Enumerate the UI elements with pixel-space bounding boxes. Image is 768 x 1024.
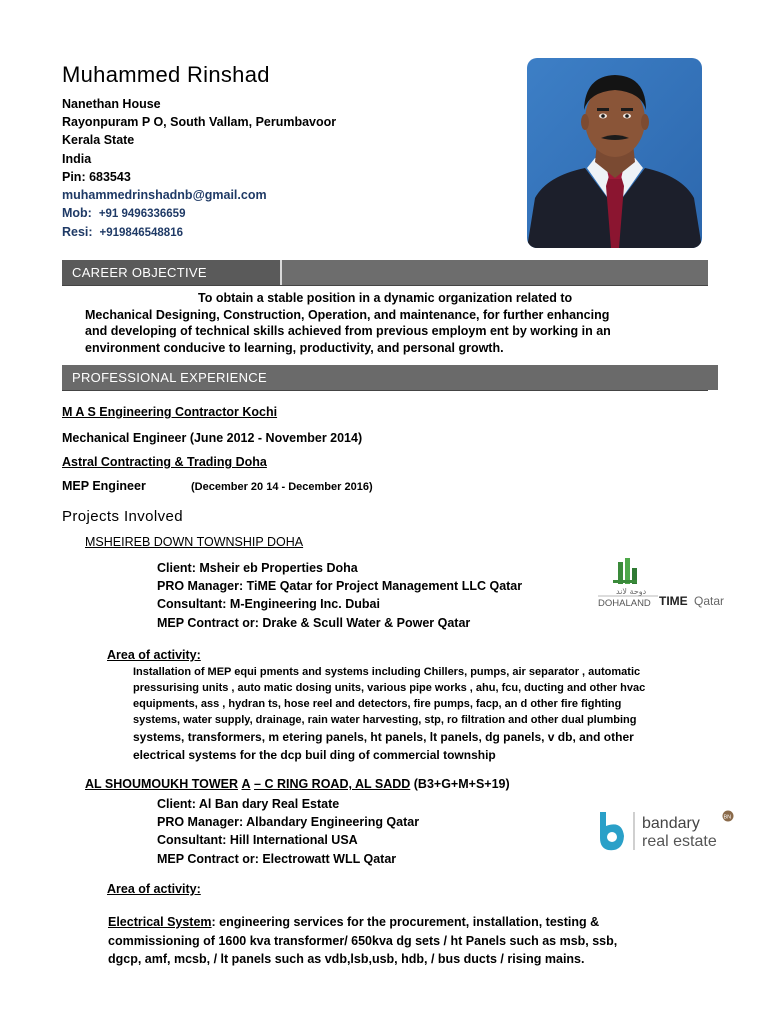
logo-bandary-text: bandary [642,815,700,832]
job-role: MEP Engineer [62,479,146,493]
project-consultant: Consultant: Hill International USA [157,833,358,848]
projects-heading: Projects Involved [62,508,184,525]
bandary-real-estate-logo [596,806,744,854]
electrical-line [108,913,668,932]
project-mep-contractor: MEP Contract or: Electrowatt WLL Qatar [157,851,397,866]
company-name: Astral Contracting & Trading Doha [62,455,267,469]
address-line: India [62,151,92,166]
activity-line: electrical systems for the dcp buil ding of commercial township [133,748,496,762]
mobile-value: +91 9496336659 [98,208,186,221]
logo-qatar-text: Qatar [694,594,725,608]
electrical-line: commissioning of 1600 kva transformer/ 650kva dg sets / ht Panels such as msb, ssb, [108,933,618,948]
mobile-label: Mob: [62,206,92,221]
email-link[interactable]: muhammedrinshadnb@gmail.com [62,188,267,203]
address-line: Pin: 683543 [62,169,131,184]
logo-arabic-text: دوحة لاند [616,587,647,596]
project-mep-contractor: MEP Contract or: Drake & Scull Water & Power Qatar [157,615,471,630]
project-title-part: – C RING ROAD, AL SADD [254,777,411,791]
activity-line: systems, transformers, m etering panels, ht panels, lt panels, dg panels, v db, and other [133,730,634,744]
project-details [157,795,419,868]
logo-real-estate-text: real estate [642,833,717,850]
logo-time-text: TIME [659,594,688,608]
objective-line: environment conducive to learning, productivity, and personal growth. [85,340,504,355]
logo-badge-text: BN [723,814,732,821]
activity-line: equipments, ass , hydran ts, hose reel and detectors, fire pumps, facp, an d other fire fighting [133,698,622,710]
objective-line: Mechanical Designing, Construction, Operation, and maintenance, for further enhancing [85,307,610,322]
electrical-system-label: Electrical System [108,915,212,929]
address-line: Rayonpuram P O, South Vallam, Perumbavoor [62,115,337,130]
electrical-text: : engineering services for the procurement, installation, testing & [211,915,600,929]
candidate-name: Muhammed Rinshad [62,62,270,87]
contact-block [62,95,336,243]
career-objective-heading: CAREER OBJECTIVE [62,260,282,285]
project-title [85,777,510,791]
professional-experience-heading: PROFESSIONAL EXPERIENCE [62,365,718,390]
objective-line: and developing of technical skills achieved from previous employm ent by working in an [85,324,611,338]
project-title: MSHEIREB DOWN TOWNSHIP DOHA [85,535,304,549]
professional-experience-band [62,365,708,391]
electrical-system-description [108,913,668,969]
job-dates: (December 20 14 - December 2016) [191,481,373,493]
profile-photo [527,58,702,248]
activity-line: pressurising units , auto matic dosing units, various pipe works , ahu, fcu, ducting and other hvac [133,682,646,694]
residence-number [62,223,336,242]
project-consultant: Consultant: M-Engineering Inc. Dubai [157,597,380,612]
project-details [157,559,522,632]
area-of-activity-label: Area of activity: [107,648,201,662]
activity-description [133,664,678,764]
address-line: Nanethan House [62,97,161,111]
logo-dohaland-text: DOHALAND [598,598,651,609]
project-manager: PRO Manager: Albandary Engineering Qatar [157,815,420,830]
project-client: Client: Msheir eb Properties Doha [157,561,358,575]
company-name: M A S Engineering Contractor Kochi [62,405,278,419]
objective-line: To obtain a stable position in a dynamic organization related to [198,291,573,305]
career-objective-band [62,260,708,286]
residence-value: +919846548816 [99,227,183,240]
residence-label: Resi: [62,225,93,240]
mobile-number [62,204,336,223]
career-objective-text [85,290,665,356]
project-title-part: AL SHOUMOUKH TOWER [85,777,239,791]
dohaland-time-qatar-logo [598,556,738,612]
area-of-activity-label: Area of activity: [107,882,201,896]
activity-line: Installation of MEP equi pments and systems including Chillers, pumps, air separator , automatic [133,666,641,678]
project-title-floors: (B3+G+M+S+19) [413,777,510,791]
project-manager: PRO Manager: TiME Qatar for Project Management LLC Qatar [157,579,523,594]
project-title-part: A [241,777,251,791]
address-line: Kerala State [62,133,135,148]
project-client: Client: Al Ban dary Real Estate [157,797,340,811]
job-role: Mechanical Engineer (June 2012 - November 2014) [62,431,363,445]
activity-line: systems, water supply, drainage, rain water harvesting, stp, ro filtration and other dual plumbing [133,714,637,726]
electrical-line: dgcp, amf, mcsb, / lt panels such as vdb,lsb,usb, hdb, / bus ducts / rising mains. [108,952,585,966]
